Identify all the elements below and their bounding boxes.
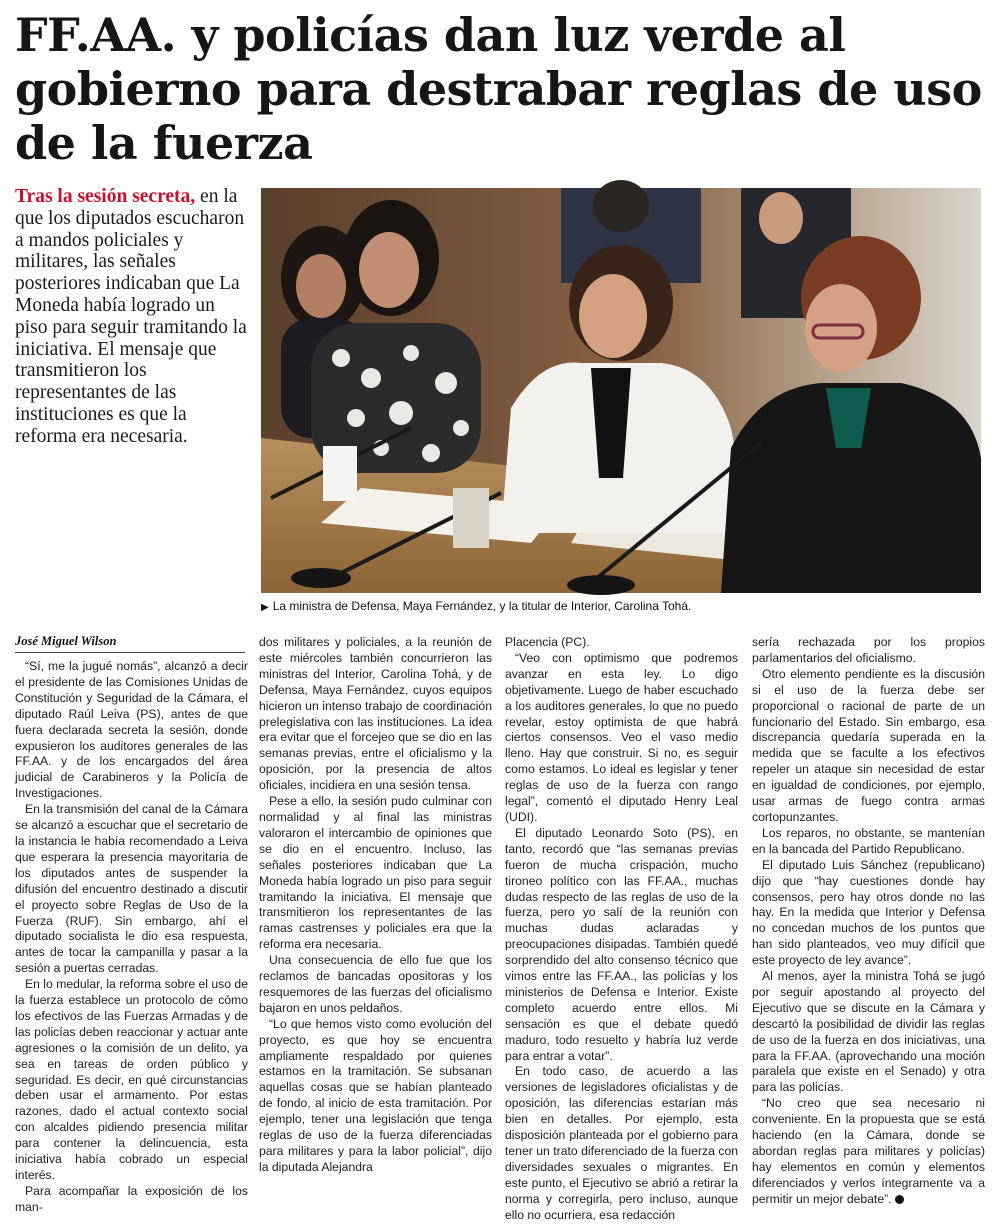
paragraph: Placencia (PC). xyxy=(505,635,590,649)
paragraph: El diputado Leonardo Soto (PS), en tanto, recordó que “las semanas previas fueron de mucha crispación, mucho tironeo político con las FF.AA., muchas dudas respecto de las reglas de uso de la fuerza, pero yo salí de la reunión con muchas dudas aclaradas y preocupaciones disipadas. También quedé sorprendido del alto consenso técnico que vimos entre las FF.AA., las policías y los ministerios de Defensa e Interior. Existe completo acuerdo entre ellos. Mi sensación es que el debate quedó maduro, todo resuelto y habría luz verde para entrar a votar”. xyxy=(505,825,738,1063)
paragraph: sería rechazada por los propios parlamentarios del oficialismo. xyxy=(752,635,985,665)
paragraph: Otro elemento pendiente es la discusión si el uso de la fuerza debe ser proporcional o racional de parte de un funcionario del Estado. Sin embargo, esa discrepancia quedaría superada en la medida que se faculte a los efectivos repeler un ataque sin necesidad de estar en igualdad de condiciones, por ejemplo, usar armas de fuego contra armas cortopunzantes. xyxy=(752,666,985,824)
article-column-1 xyxy=(15,659,248,1214)
paragraph: En todo caso, de acuerdo a las versiones de legisladores oficialistas y de oposición, las diferencias estarían más bien en detalles. Por ejemplo, esta disposición planteada por el gobierno para tener un trato diferenciado de la fuerza con diversidades sexuales o migrantes. En este punto, el Ejecutivo se abrió a retirar la norma y corregirla, pero incluso, aunque ello no ocurriera, esa redacción xyxy=(505,1064,738,1222)
paragraph: El diputado Luis Sánchez (republicano) dijo que “hay cuestiones donde hay consensos, pero hay otros donde no las hay. En la medida que Interior y Defensa no concedan muchos de los puntos que han sido planteados, veo muy difícil que este proyecto de ley avance”. xyxy=(752,857,985,968)
paragraph: Al menos, ayer la ministra Tohá se jugó por seguir apostando al proyecto del Ejecutivo que se discute en la Cámara y descartó la posibilidad de dividir las reglas de uso de la fuerza en dos iniciativas, una para la FF.AA. (aprovechando una moción paralela que existe en el Senado) y otra para las policías. xyxy=(752,969,985,1095)
caption-text: La ministra de Defensa, Maya Fernández, y la titular de Interior, Carolina Tohá. xyxy=(272,599,692,613)
lead-kicker: Tras la sesión secreta, xyxy=(15,186,196,207)
lead-paragraph xyxy=(15,186,247,448)
paragraph: En la transmisión del canal de la Cámara se alcanzó a escuchar que el secretario de la instancia le había recomendado a Leiva que esperara la presencia mayoritaria de los diputados antes de suspender la difusión del encuentro destinado a discutir el proyecto sobre Reglas de Uso de la Fuerza (RUF). Sin embargo, ahí el diputado socialista le dio esa respuesta, antes de tocar la campanilla y pasar a la sesión a puertas cerradas. xyxy=(15,802,248,976)
byline: José Miguel Wilson xyxy=(15,634,117,648)
lead-text: en la que los diputados escucharon a mandos policiales y militares, las señales posteriores indicaban que La Moneda había logrado un piso para seguir tramitando la iniciativa. El mensaje que transmitieron los representantes de las instituciones es que la reforma era necesaria. xyxy=(15,186,247,447)
headline: FF.AA. y policías dan luz verde al gobierno para destrabar reglas de uso de la fuerza xyxy=(15,8,982,170)
caption-arrow-icon: ▶ xyxy=(261,602,269,613)
photo-caption xyxy=(261,598,981,616)
paragraph: “Lo que hemos visto como evolución del proyecto, es que hoy se encuentra ampliamente respaldado por quienes estamos en la tramitación. Se subsanan aquellas cosas que se habían planteado de fondo, al inicio de esta tramitación. Por ejemplo, tener una legislación que tenga reglas de uso de la fuerza diferenciadas para militares y para la labor policial”, dijo la diputada Alejandra xyxy=(259,1016,492,1174)
paragraph: dos militares y policiales, a la reunión de este miércoles también concurrieron las ministras del Interior, Carolina Tohá, y de Defensa, Maya Fernández, cuyos equipos hicieron un intenso trabajo de coordinación prelegislativa con las instituciones. La idea era evitar que el forcejeo que se dio en las semanas previas, entre el oficialismo y la oposición, por la presencia de altos oficiales, incidiera en una sesión tensa. xyxy=(259,635,492,793)
paragraph: “Sí, me la jugué nomás”, alcanzó a decir el presidente de las Comisiones Unidas de Constitución y Seguridad de la Cámara, el diputado Raúl Leiva (PS), antes de que fuera declarada secreta la sesión, donde expusieron los auditores generales de las FF.AA. y de los encargados del área judicial de Carabineros y la Policía de Investigaciones. xyxy=(15,659,248,801)
paragraph: Para acompañar la exposición de los man- xyxy=(15,1183,248,1214)
article-column-3 xyxy=(505,635,738,1222)
paragraph: “Veo con optimismo que podremos avanzar en esta ley. Lo digo objetivamente. Luego de haber escuchado a los auditores generales, lo que no puedo revelar, estoy optimista de que habrá ciertos consensos. Veo el vaso medio lleno. Hay que construir. Si no, es seguir como estamos. Lo ideal es legislar y tener reglas de uso de la fuerza con rango legal”, comentó el diputado Henry Leal (UDI). xyxy=(505,650,738,824)
paragraph xyxy=(752,1096,985,1207)
paragraph: En lo medular, la reforma sobre el uso de la fuerza establece un protocolo de cómo los efectivos de las Fuerzas Armadas y de las policías deben reaccionar y actuar ante agresiones o la comisión de un delito, ya sea en tareas de orden público y seguridad. Es decir, en qué circunstancias deben usar el armamento. Por estas razones, dado el actual contexto social con alcaldes pidiendo presencia militar para contener la delincuencia, esta iniciativa había cobrado un especial interés. xyxy=(15,977,248,1182)
paragraph: Los reparos, no obstante, se mantenían en la bancada del Partido Republicano. xyxy=(752,825,985,856)
article-column-2 xyxy=(259,635,492,1174)
byline-divider xyxy=(15,652,245,653)
paragraph: Pese a ello, la sesión pudo culminar con normalidad y al final las ministras valoraron el intercambio de opiniones que se dio en el encuentro. Incluso, las señales posteriores indicaban que La Moneda había logrado un piso para seguir tramitando la iniciativa. El mensaje que transmitieron los representantes de las ramas castrenses y policiales era que la reforma era necesaria. xyxy=(259,794,492,952)
closing-quote: “No creo que sea necesario ni conveniente. En la propuesta que se está haciendo (en la Cámara, donde se abordan reglas para militares y policías) hay elementos en común y elementos diferenciados y verlos íntegramente va a permitir un mejor debate”. xyxy=(752,1096,985,1206)
end-of-article-icon xyxy=(895,1195,904,1204)
photo-ministers xyxy=(261,188,981,593)
paragraph: Una consecuencia de ello fue que los reclamos de bancadas opositoras y los resquemores de las fuerzas del oficialismo bajaron en unos peldaños. xyxy=(259,953,492,1015)
article-column-4 xyxy=(752,635,985,1206)
